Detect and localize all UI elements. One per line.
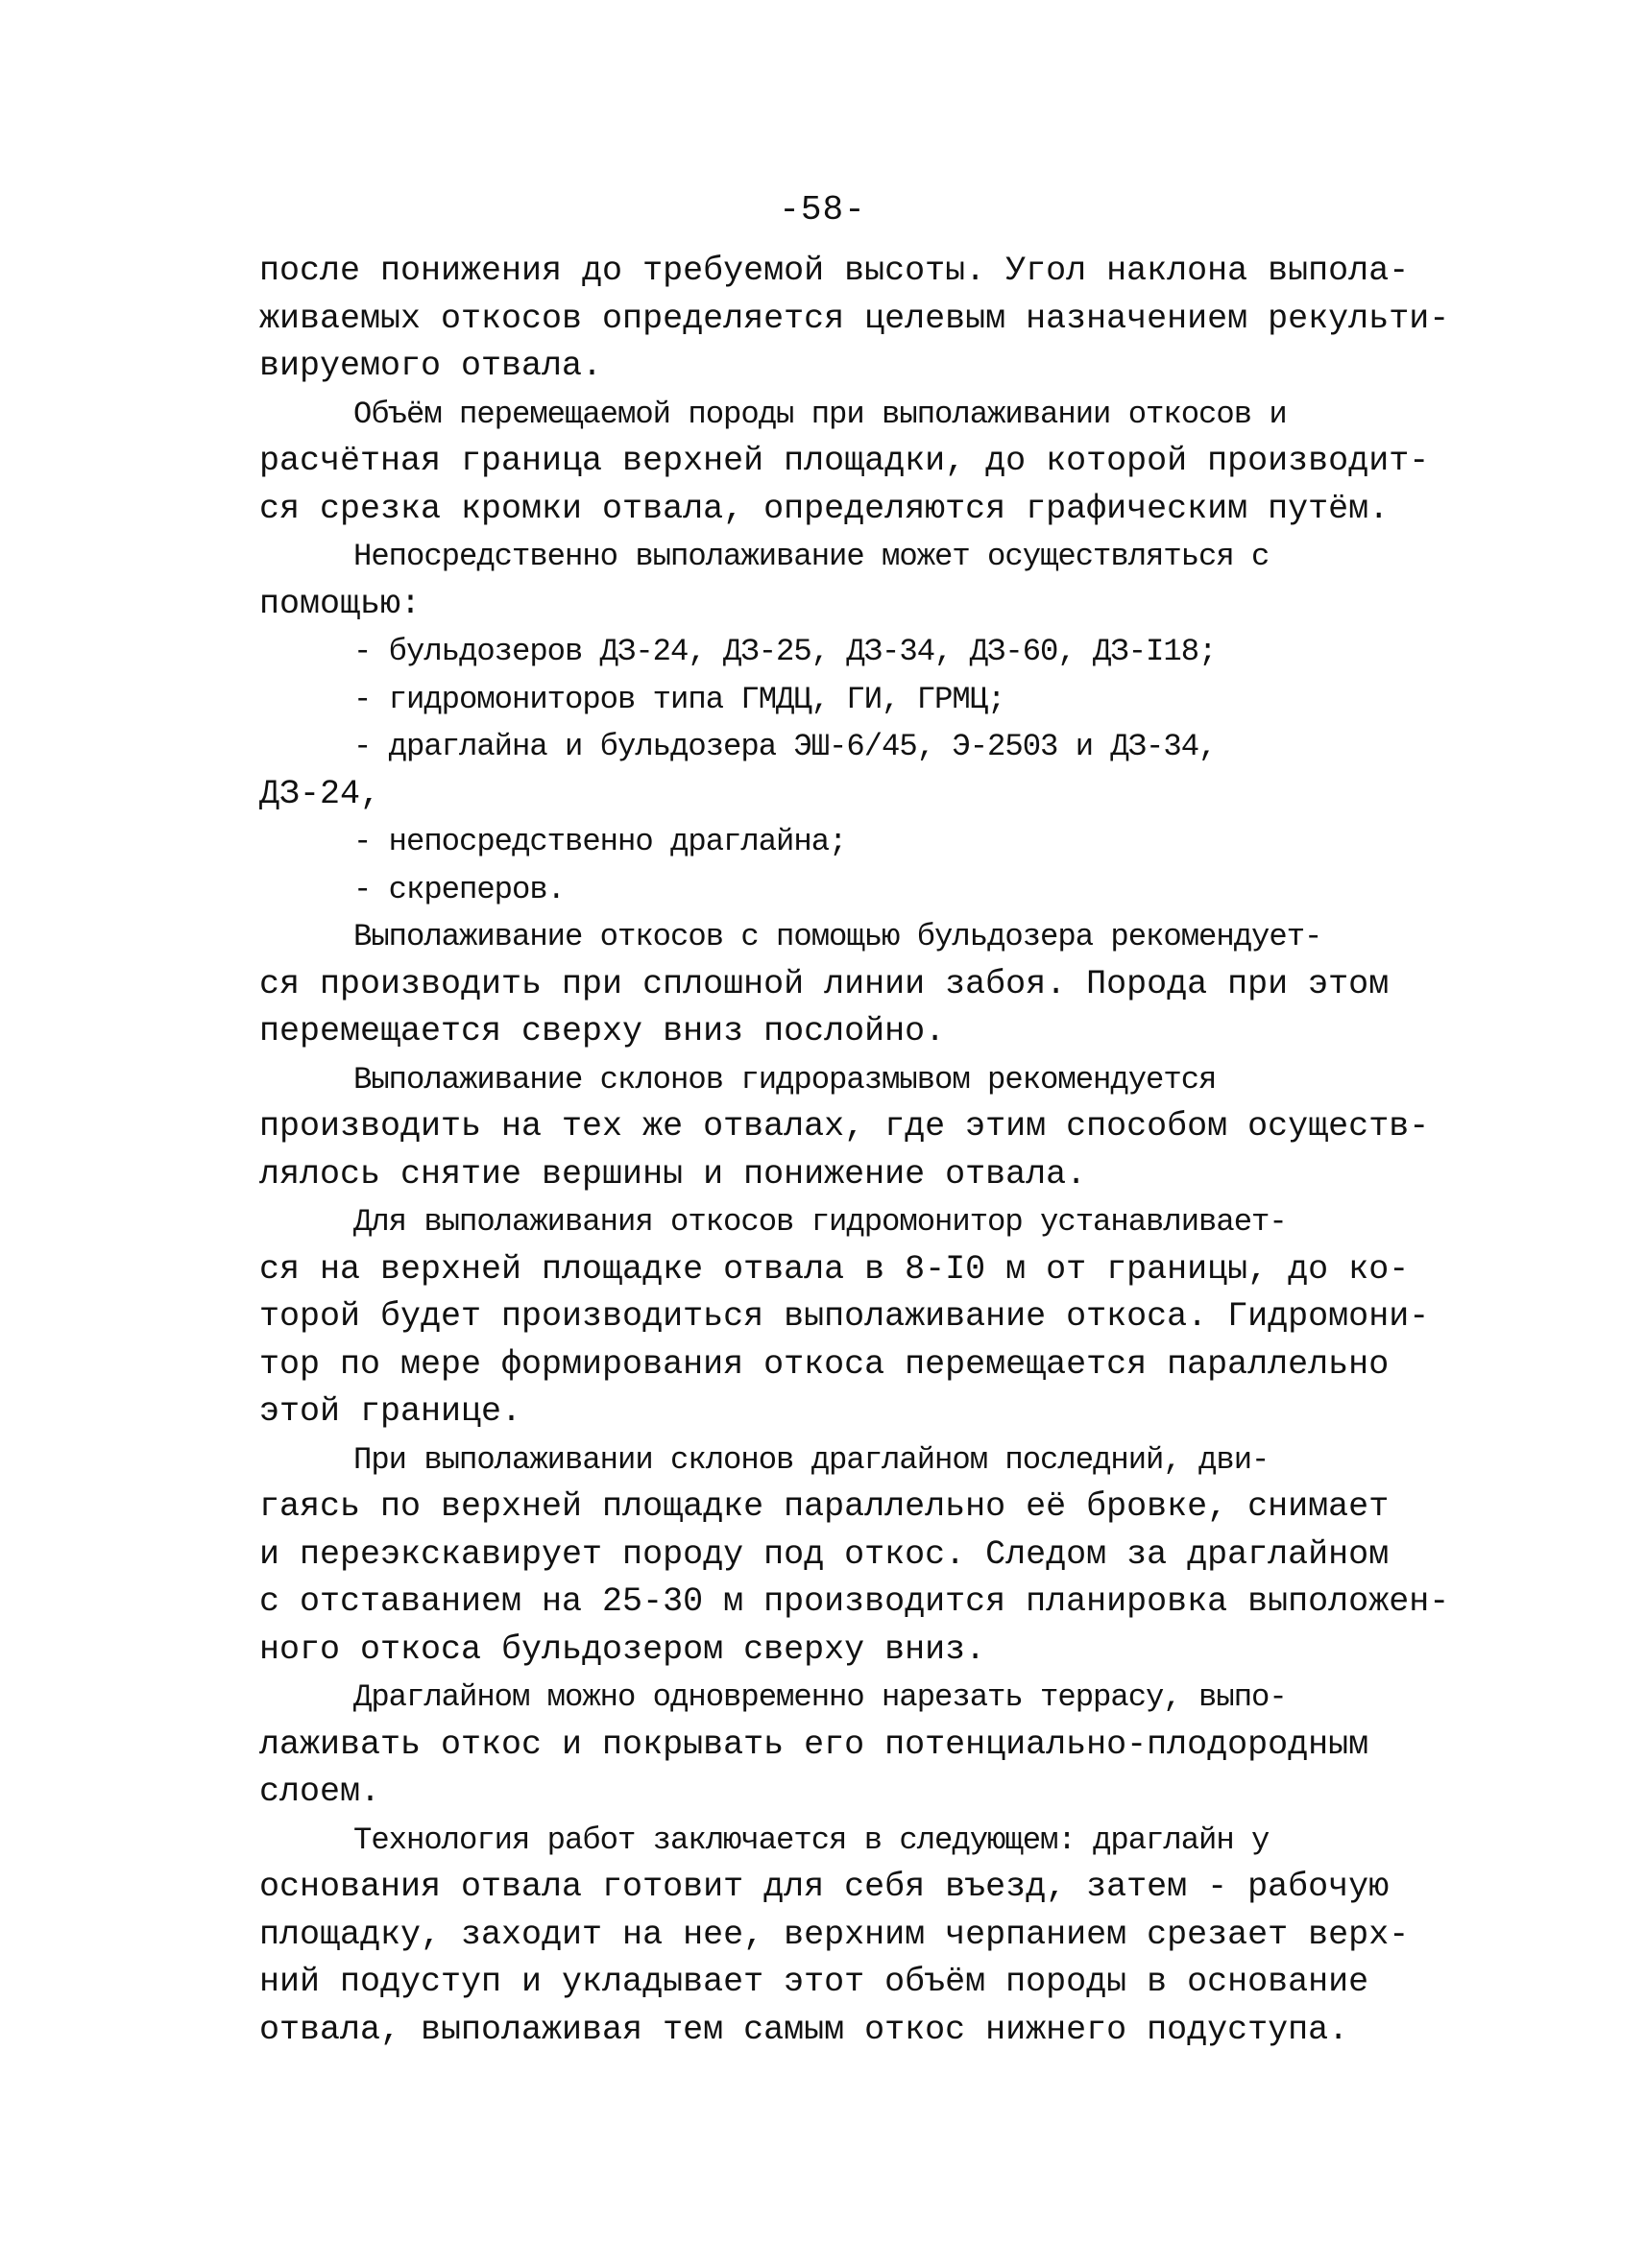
text-line: расчётная граница верхней площадки, до которой производит- [259,442,1430,480]
text-line: живаемых откосов определяется целевым назначением рекульти- [259,299,1450,338]
text-line: после понижения до требуемой высоты. Угол наклона выпола- [259,252,1410,290]
text-line: ся на верхней площадке отвала в 8-I0 м от границы, до ко- [259,1249,1410,1289]
text-line: ся срезка кромки отвала, определяются графическим путём. [259,489,1390,528]
text-line: с отставанием на 25-30 м производится планировка выположен- [259,1582,1450,1621]
text-line: Драглайном можно одновременно нарезать террасу, выпо- [353,1679,1287,1715]
text-line: - гидромониторов типа ГМДЦ, ГИ, ГРМЦ; [353,681,1005,717]
text-line: лялось снятие вершины и понижение отвала. [259,1154,1087,1194]
text-line: - драглайна и бульдозера ЭШ-6/45, Э-2503 и ДЗ-34, [353,729,1217,764]
text-line: отвала, выполаживая тем самым откос нижнего подуступа. [259,2010,1349,2049]
text-line: вируемого отвала. [259,347,603,385]
text-line: Выполаживание склонов гидроразмывом рекомендуется [353,1061,1217,1098]
text-line: этой границе. [259,1392,522,1431]
text-line: - скреперов. [353,871,566,907]
text-line: При выполаживании склонов драглайном последний, дви- [353,1441,1270,1478]
text-line: основания отвала готовит для себя въезд, затем - рабочую [259,1868,1390,1906]
text-line: ся производить при сплошной линии забоя. Порода при этом [259,964,1390,1003]
text-line: Выполаживание откосов с помощью бульдозера рекомендует- [353,919,1322,954]
text-line: ДЗ-24, [259,774,381,813]
text-line: площадку, заходит на нее, верхним черпанием срезает верх- [259,1915,1410,1954]
text-line: гаясь по верхней площадке параллельно её бровке, снимает [259,1487,1390,1526]
text-line: тор по мере формирования откоса перемещается параллельно [259,1344,1390,1384]
text-line: Для выполаживания откосов гидромонитор устанавливает- [353,1204,1287,1240]
text-line: ного откоса бульдозером сверху вниз. [259,1629,986,1669]
text-line: Объём перемещаемой породы при выполаживании откосов и [353,396,1287,432]
text-line: - непосредственно драглайна; [353,824,847,859]
text-line: - бульдозеров ДЗ-24, ДЗ-25, ДЗ-34, ДЗ-60, ДЗ-I18; [353,634,1217,669]
text-line: и переэкскавирует породу под откос. Следом за драглайном [259,1534,1390,1574]
text-line: ний подуступ и укладывает этот объём породы в основание [259,1963,1369,2001]
text-line: лаживать откос и покрывать его потенциально-плодородным [259,1725,1369,1764]
text-line: перемещается сверху вниз послойно. [259,1012,946,1050]
text-line: Технология работ заключается в следующем: драглайн у [353,1822,1270,1858]
text-line: Непосредственно выполаживание может осуществляться с [353,539,1270,574]
text-line: производить на тех же отвалах, где этим способом осуществ- [259,1107,1430,1146]
text-line: слоем. [259,1773,381,1811]
page-number: -58- [779,190,866,229]
text-line: торой будет производиться выполаживание откоса. Гидромони- [259,1297,1430,1336]
body-text [259,248,1450,2054]
text-line: помощью: [259,584,422,623]
